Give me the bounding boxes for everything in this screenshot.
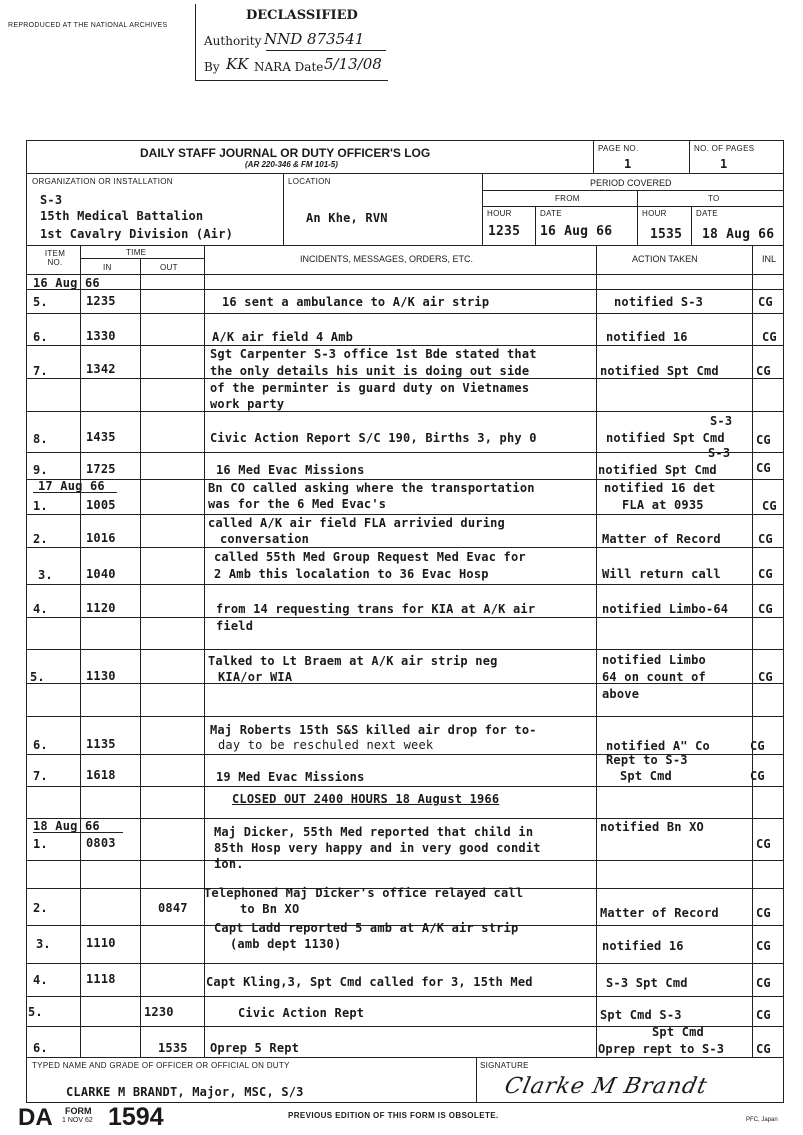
entry-action-line-1: S-3 [708, 446, 731, 460]
entry-action-line-1: Rept to S-3 [606, 753, 688, 767]
entry-item-no: 7. [33, 364, 48, 378]
entry-action: notified Bn XO [600, 820, 704, 834]
entry-initials: CG [758, 670, 773, 684]
entry-item-no: 4. [33, 973, 48, 987]
entry-action-line-2: notified Spt Cmd [606, 431, 725, 445]
entry-item-no: 3. [36, 937, 51, 951]
entry-initials: CG [756, 433, 771, 447]
entry-item-no: 5. [33, 295, 48, 309]
authority-value: NND 873541 [264, 30, 365, 48]
in-label: IN [103, 263, 112, 272]
entry-initials: CG [762, 330, 777, 344]
entry-action-line-1: notified 16 det [604, 481, 716, 495]
authority-label: Authority [204, 34, 262, 48]
entry-action: notified S-3 [614, 295, 704, 309]
entry-text-line-3: of the perminter is guard duty on Vietnames [210, 381, 530, 395]
entry-time-in: 1040 [86, 567, 116, 581]
entry-initials: CG [758, 532, 773, 546]
declassified-stamp [195, 4, 388, 81]
entry-text-line-1: from 14 requesting trans for KIA at A/K air [216, 602, 536, 616]
entry-text-line-1: Maj Roberts 15th S&S killed air drop for to- [210, 723, 537, 737]
entry-text-line-1: Talked to Lt Braem at A/K air strip neg [208, 654, 498, 668]
entry-text: Oprep 5 Rept [210, 1041, 300, 1055]
typed-name-value: CLARKE M BRANDT, Major, MSC, S/3 [66, 1085, 304, 1099]
entry-action-line-1: Spt Cmd [652, 1025, 704, 1039]
nara-date-value: 5/13/08 [324, 55, 382, 73]
entry-text-line-2: 2 Amb this localation to 36 Evac Hosp [214, 567, 489, 581]
entry-action-line-2: Spt Cmd [620, 769, 672, 783]
entry-text: 16 sent a ambulance to A/K air strip [222, 295, 490, 309]
entry-item-no: 6. [33, 330, 48, 344]
entry-text-line-2: 85th Hosp very happy and in very good condit [214, 841, 541, 855]
entry-initials: CG [758, 602, 773, 616]
date-17-aug: 17 Aug 66 [38, 479, 105, 493]
entry-text: 19 Med Evac Missions [216, 770, 365, 784]
entry-item-no: 9. [33, 463, 48, 477]
entry-item-no: 1. [33, 499, 48, 513]
entry-initials: CG [758, 295, 773, 309]
entry-time-in: 1342 [86, 362, 116, 376]
entry-time-in: 1618 [86, 768, 116, 782]
entry-action-line-1: notified Limbo [602, 653, 706, 667]
entry-item-no: 5. [28, 1005, 43, 1019]
entry-initials: CG [758, 567, 773, 581]
entry-item-no: 4. [33, 602, 48, 616]
org-label: ORGANIZATION OR INSTALLATION [32, 177, 173, 186]
authority-underline [266, 50, 386, 51]
entry-initials: CG [762, 499, 777, 513]
entry-item-no: 6. [33, 1041, 48, 1055]
signature: Clarke M Brandt [502, 1074, 710, 1099]
entry-action: Matter of Record [602, 532, 721, 546]
archive-note: REPRODUCED AT THE NATIONAL ARCHIVES [8, 22, 168, 29]
entry-text: Civic Action Report S/C 190, Births 3, phy 0 [210, 431, 537, 445]
to-date-value: 18 Aug 66 [702, 227, 775, 242]
entry-item-no: 5. [30, 670, 45, 684]
entry-action-line-2: FLA at 0935 [622, 498, 704, 512]
entry-initials: CG [756, 1042, 771, 1056]
entry-item-no: 1. [33, 837, 48, 851]
entry-initials: CG [750, 739, 765, 753]
form-word: FORM [65, 1106, 92, 1116]
entry-initials: CG [756, 906, 771, 920]
entry-text-line-2: (amb dept 1130) [230, 937, 342, 951]
entry-action-line-1: S-3 [710, 414, 733, 428]
entry-action-line-2: notified Spt Cmd [598, 463, 717, 477]
form-title: DAILY STAFF JOURNAL OR DUTY OFFICER'S LOG [140, 146, 431, 160]
from-hour-label: HOUR [487, 209, 512, 218]
entry-action: Will return call [602, 567, 721, 581]
org-line-3: 1st Cavalry Division (Air) [40, 227, 234, 241]
entry-initials: CG [756, 939, 771, 953]
entry-time-in: 1110 [86, 936, 116, 950]
to-date-label: DATE [696, 209, 718, 218]
entry-time-in: 1330 [86, 329, 116, 343]
entry-text: 16 Med Evac Missions [216, 463, 365, 477]
to-label: TO [708, 194, 720, 203]
entry-initials: CG [756, 837, 771, 851]
org-line-2: 15th Medical Battalion [40, 209, 204, 223]
entry-text: A/K air field 4 Amb [212, 330, 354, 344]
entry-action: notified Limbo-64 [602, 602, 729, 616]
time-label: TIME [126, 248, 147, 257]
entry-action-line-2: Oprep rept to S-3 [598, 1042, 725, 1056]
from-hour-value: 1235 [488, 224, 521, 239]
period-label: PERIOD COVERED [590, 178, 672, 188]
entry-time-in: 0803 [86, 836, 116, 850]
entry-time-in: 1135 [86, 737, 116, 751]
entry-time-in: 1130 [86, 669, 116, 683]
previous-edition-note: PREVIOUS EDITION OF THIS FORM IS OBSOLETE. [288, 1111, 499, 1120]
entry-initials: CG [756, 461, 771, 475]
entry-action: notified 16 [602, 939, 684, 953]
entry-time-out: 0847 [158, 901, 188, 915]
from-date-value: 16 Aug 66 [540, 224, 613, 239]
entry-time-in: 1435 [86, 430, 116, 444]
entry-time-in: 1016 [86, 531, 116, 545]
incidents-label: INCIDENTS, MESSAGES, ORDERS, ETC. [300, 254, 474, 264]
form-da: DA [18, 1104, 53, 1131]
from-date-label: DATE [540, 209, 562, 218]
by-value: KK [226, 55, 249, 73]
no-pages-label: NO. OF PAGES [694, 144, 755, 153]
entry-text-line-4: work party [210, 397, 285, 411]
form-number: 1594 [108, 1103, 164, 1131]
form-date: 1 NOV 62 [62, 1117, 93, 1124]
entry-item-no: 2. [33, 901, 48, 915]
entry-text-line-2: to Bn XO [240, 902, 300, 916]
entry-text-line-1: Capt Ladd reported 5 amb at A/K air strip [214, 921, 519, 935]
entry-text-line-1: called A/K air field FLA arrivied during [208, 516, 505, 530]
entry-text-line-1: called 55th Med Group Request Med Evac for [214, 550, 526, 564]
entry-text-line-2: day to be reschuled next week [218, 738, 434, 752]
location-value: An Khe, RVN [306, 211, 388, 225]
entry-item-no: 8. [33, 432, 48, 446]
to-hour-value: 1535 [650, 227, 683, 242]
entry-time-out: 1535 [158, 1041, 188, 1055]
signature-label: SIGNATURE [480, 1061, 529, 1070]
entry-initials: CG [756, 364, 771, 378]
entry-action: notified Spt Cmd [600, 364, 719, 378]
page-no-label: PAGE NO. [598, 144, 639, 153]
entry-action-line-3: above [602, 687, 640, 701]
to-hour-label: HOUR [642, 209, 667, 218]
entry-time-in: 1725 [86, 462, 116, 476]
entry-action: notified A" Co [606, 739, 710, 753]
entry-text: Civic Action Rept [238, 1006, 365, 1020]
entry-time-in: 1005 [86, 498, 116, 512]
entry-text-line-2: was for the 6 Med Evac's [208, 497, 387, 511]
entry-initials: CG [756, 1008, 771, 1022]
entry-action: Matter of Record [600, 906, 719, 920]
location-label: LOCATION [288, 177, 331, 186]
entry-text: Capt Kling,3, Spt Cmd called for 3, 15th Med [206, 975, 533, 989]
no-pages-value: 1 [720, 157, 728, 171]
entry-text-line-3: ion. [214, 857, 244, 871]
typed-name-label: TYPED NAME AND GRADE OF OFFICER OR OFFICIAL ON DUTY [32, 1061, 290, 1070]
entry-text-line-1: Maj Dicker, 55th Med reported that child in [214, 825, 534, 839]
entry-item-no: 3. [38, 568, 53, 582]
printer-note: PFC, Japan [746, 1117, 778, 1123]
entry-time-out: 1230 [144, 1005, 174, 1019]
entry-item-no: 2. [33, 532, 48, 546]
entry-item-no: 6. [33, 738, 48, 752]
entry-text-line-2: KIA/or WIA [218, 670, 293, 684]
inl-label: INL [762, 254, 777, 264]
entry-item-no: 7. [33, 769, 48, 783]
from-label: FROM [555, 194, 580, 203]
entry-text-line-2: the only details his unit is doing out side [210, 364, 530, 378]
entry-time-in: 1235 [86, 294, 116, 308]
entry-action-line-2: 64 on count of [602, 670, 706, 684]
declassified-title: DECLASSIFIED [246, 8, 358, 23]
action-label: ACTION TAKEN [632, 254, 698, 264]
nara-date-label: NARA Date [254, 60, 324, 74]
date-18-aug: 18 Aug 66 [33, 819, 100, 833]
entry-text-line-1: Telephoned Maj Dicker's office relayed call [204, 886, 524, 900]
item-no-label: ITEM NO. [44, 249, 66, 267]
entry-time-in: 1120 [86, 601, 116, 615]
entry-text-line-2: conversation [220, 532, 310, 546]
out-label: OUT [160, 263, 178, 272]
form-subtitle: (AR 220-346 & FM 101-5) [245, 160, 338, 169]
by-label: By [204, 60, 220, 74]
entry-text-line-1: Sgt Carpenter S-3 office 1st Bde stated that [210, 347, 537, 361]
entry-initials: CG [756, 976, 771, 990]
org-line-1: S-3 [40, 193, 63, 207]
entry-text-line-2: field [216, 619, 254, 633]
entry-action: notified 16 [606, 330, 688, 344]
closed-out-note: CLOSED OUT 2400 HOURS 18 August 1966 [232, 792, 500, 806]
page-no-value: 1 [624, 157, 632, 171]
entry-action: Spt Cmd S-3 [600, 1008, 682, 1022]
date-16-aug: 16 Aug 66 [33, 276, 100, 290]
entry-initials: CG [750, 769, 765, 783]
entry-text-line-1: Bn CO called asking where the transportation [208, 481, 535, 495]
entry-time-in: 1118 [86, 972, 116, 986]
entry-action: S-3 Spt Cmd [606, 976, 688, 990]
